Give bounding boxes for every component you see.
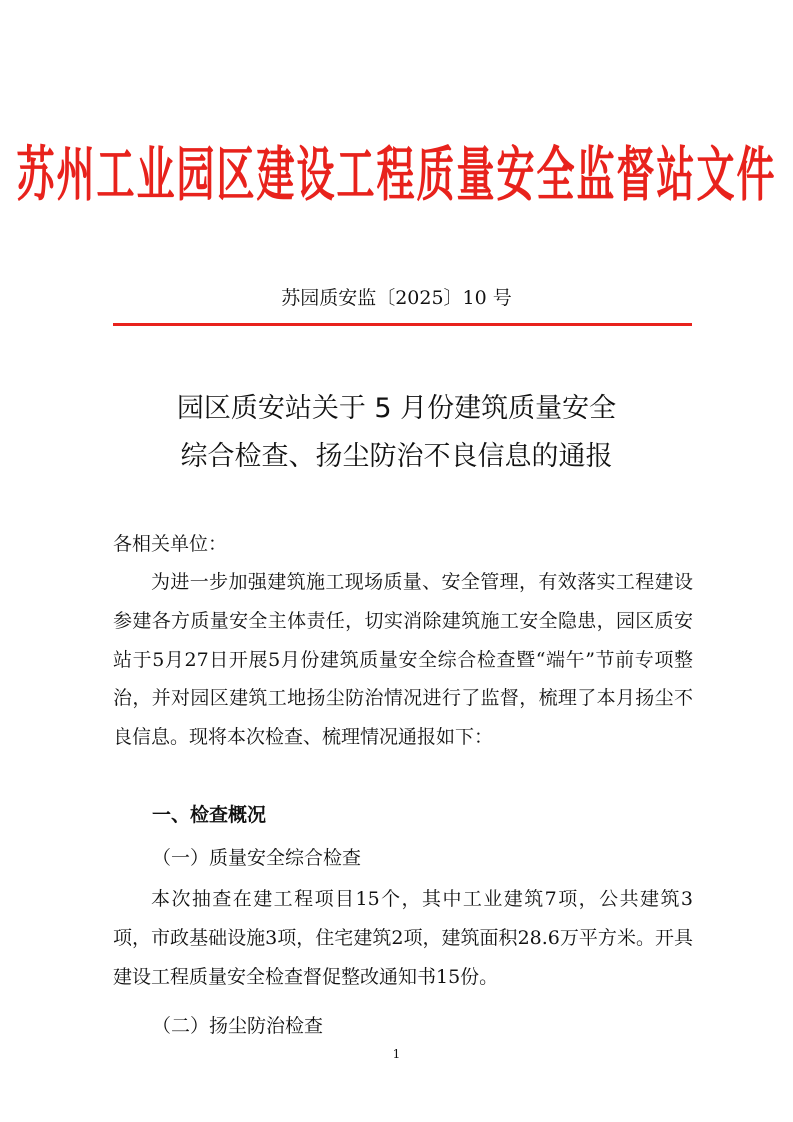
section-heading-inspection-overview: 一、检查概况 (152, 804, 267, 826)
salutation: 各相关单位： (113, 533, 228, 555)
red-divider-line (113, 323, 692, 326)
document-title (0, 385, 793, 481)
body-paragraph-inspection-stats: 本次抽查在建工程项目15个，其中工业建筑7项，公共建筑3项，市政基础设施3项，住宅建筑2项，建筑面积28.6万平方米。开具建设工程质量安全检查督促整改通知书15份。 (113, 888, 693, 988)
body-paragraph-intro: 为进一步加强建筑施工现场质量、安全管理，有效落实工程建设参建各方质量安全主体责任，切实消除建筑施工安全隐患，园区质安站于5月27日开展5月份建筑质量安全综合检查暨“端午”节前专项整治，并对园区建筑工地扬尘防治情况进行了监督，梳理了本月扬尘不良信息。现将本次检查、梳理情况通报如下： (113, 571, 693, 749)
subsection-heading-quality-safety: （一）质量安全综合检查 (152, 847, 362, 869)
agency-header-title: 苏州工业园区建设工程质量安全监督站文件 (16, 140, 777, 209)
document-title-line-2: 综合检查、扬尘防治不良信息的通报 (180, 441, 613, 472)
page-number: 1 (392, 1047, 401, 1061)
subsection-heading-dust-control: （二）扬尘防治检查 (152, 1015, 324, 1037)
document-number: 苏园质安监〔2025〕10 号 (281, 287, 512, 309)
document-title-line-1: 园区质安站关于 5 月份建筑质量安全 (176, 393, 617, 424)
